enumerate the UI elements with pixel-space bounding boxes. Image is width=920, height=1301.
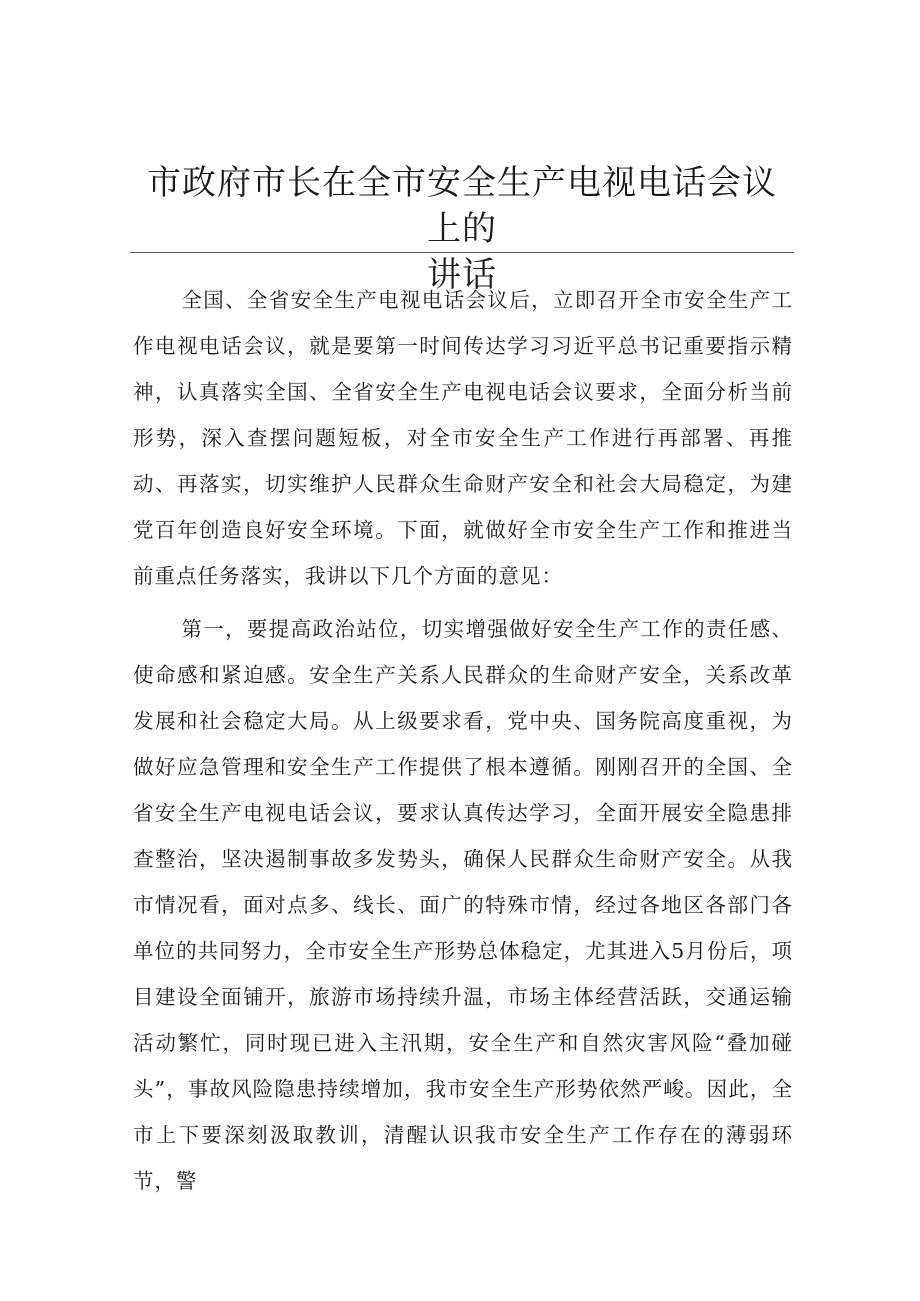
title-line-2: 讲话 (427, 255, 497, 295)
title-divider (130, 252, 794, 253)
paragraph-intro-text: 全国、全省安全生产电视电话会议后，立即召开全市安全生产工作电视电话会议，就是要第一时间传达学习习近平总书记重要指示精神，认真落实全国、全省安全生产电视电话会议要求，全面分析当前形势，深入查摆问题短板，对全市安全生产工作进行再部署、再推动、再落实，切实维护人民群众生命财产安全和社会大局稳定，为建党百年创造良好安全环境。下面，就做好全市安全生产工作和推进当前重点任务落实，我讲以下几个方面的意见： (133, 288, 793, 588)
paragraph-intro (133, 277, 793, 599)
title-line-1: 市政府市长在全市安全生产电视电话会议上的 (147, 163, 777, 249)
paragraph-first-point (133, 606, 793, 1204)
paragraph-first-point-text: 第一，要提高政治站位，切实增强做好安全生产工作的责任感、使命感和紧迫感。安全生产关系人民群众的生命财产安全，关系改革发展和社会稳定大局。从上级要求看，党中央、国务院高度重视，为做好应急管理和安全生产工作提供了根本遵循。刚刚召开的全国、全省安全生产电视电话会议，要求认真传达学习，全面开展安全隐患排查整治，坚决遏制事故多发势头，确保人民群众生命财产安全。从我市情况看，面对点多、线长、面广的特殊市情，经过各地区各部门各单位的共同努力，全市安全生产形势总体稳定，尤其进入5月份后，项目建设全面铺开，旅游市场持续升温，市场主体经营活跃，交通运输活动繁忙，同时现已进入主汛期，安全生产和自然灾害风险“叠加碰头”，事故风险隐患持续增加，我市安全生产形势依然严峻。因此，全市上下要深刻汲取教训，清醒认识我市安全生产工作存在的薄弱环节，警 (133, 617, 793, 1193)
